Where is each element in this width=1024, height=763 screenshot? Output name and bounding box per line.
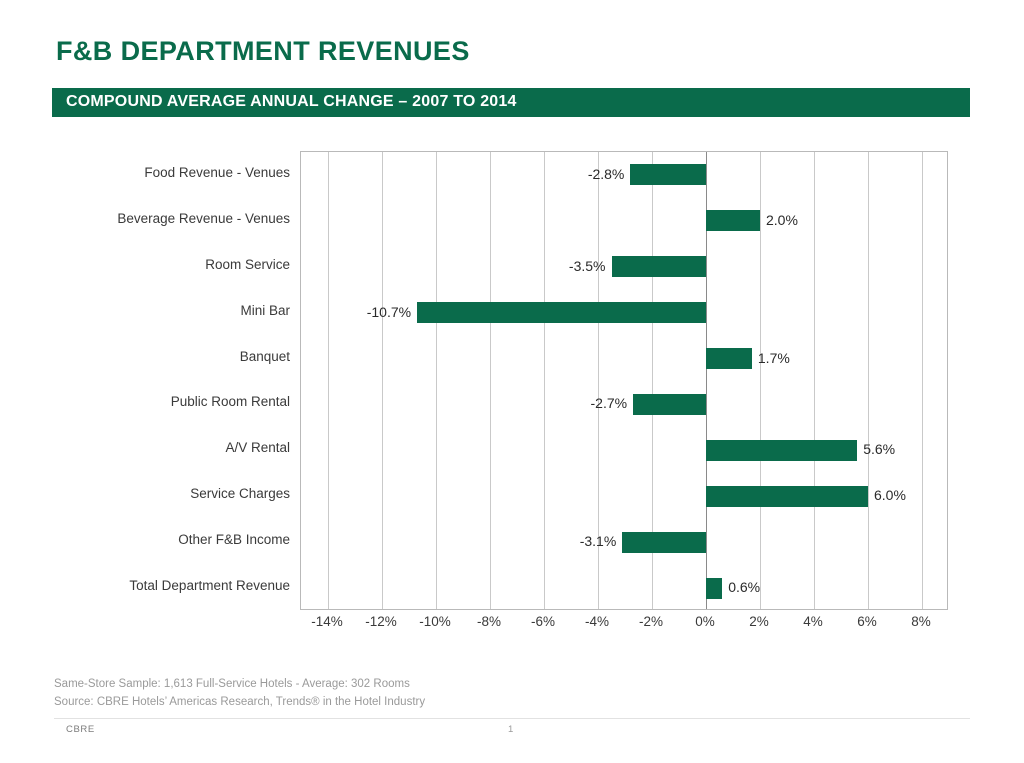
category-label: Public Room Rental <box>170 394 290 410</box>
bar-value-label: -2.8% <box>587 165 625 182</box>
bar <box>633 394 706 415</box>
x-tick-label: 2% <box>749 614 769 629</box>
category-axis <box>22 151 290 610</box>
footnote-source: Source: CBRE Hotels’ Americas Research, Trends® in the Hotel Industry <box>54 696 426 708</box>
bar <box>706 348 752 369</box>
x-tick-label: 8% <box>911 614 931 629</box>
category-label: A/V Rental <box>225 440 290 456</box>
gridline <box>760 152 761 609</box>
gridline <box>814 152 815 609</box>
x-tick-label: -12% <box>365 614 397 629</box>
x-tick-label: 0% <box>695 614 715 629</box>
footer-divider <box>54 718 970 719</box>
category-label: Mini Bar <box>240 302 290 318</box>
category-label: Service Charges <box>190 486 290 502</box>
bar-value-label: -2.7% <box>590 395 628 412</box>
footnote-sample: Same-Store Sample: 1,613 Full-Service Hotels - Average: 302 Rooms <box>54 678 410 690</box>
bar-value-label: 6.0% <box>874 487 906 504</box>
category-label: Food Revenue - Venues <box>144 164 290 180</box>
category-label: Beverage Revenue - Venues <box>117 210 290 226</box>
subtitle-banner <box>52 88 970 117</box>
x-tick-label: 4% <box>803 614 823 629</box>
x-tick-label: -4% <box>584 614 610 629</box>
bar <box>612 256 707 277</box>
bar <box>706 440 857 461</box>
x-tick-label: -2% <box>638 614 664 629</box>
bar-value-label: -3.5% <box>568 257 606 274</box>
x-tick-label: 6% <box>857 614 877 629</box>
chart-plot-area <box>300 151 948 610</box>
x-tick-label: -10% <box>419 614 451 629</box>
cbre-logo: CBRE <box>66 724 95 735</box>
bar <box>630 164 706 185</box>
page-number: 1 <box>508 724 514 735</box>
category-label: Other F&B Income <box>178 532 290 548</box>
bar-value-label: -10.7% <box>366 303 412 320</box>
x-axis-ticks <box>300 614 948 638</box>
category-label: Total Department Revenue <box>129 578 290 594</box>
category-label: Banquet <box>239 348 290 364</box>
bar <box>622 532 706 553</box>
bar-value-label: 2.0% <box>766 211 798 228</box>
gridline <box>868 152 869 609</box>
gridline <box>922 152 923 609</box>
x-tick-label: -6% <box>530 614 556 629</box>
x-tick-label: -14% <box>311 614 343 629</box>
bar-value-label: 5.6% <box>863 441 896 458</box>
category-label: Room Service <box>205 256 290 272</box>
subtitle-text: COMPOUND AVERAGE ANNUAL CHANGE – 2007 TO 2014 <box>66 93 517 110</box>
bar <box>706 578 722 599</box>
x-tick-label: -8% <box>476 614 502 629</box>
bar-value-label: 0.6% <box>728 579 761 596</box>
bar-value-label: 1.7% <box>757 349 790 366</box>
bar <box>706 210 760 231</box>
bar-value-label: -3.1% <box>579 533 617 550</box>
page-title: F&B DEPARTMENT REVENUES <box>56 36 470 66</box>
bar <box>417 302 706 323</box>
bar <box>706 486 868 507</box>
